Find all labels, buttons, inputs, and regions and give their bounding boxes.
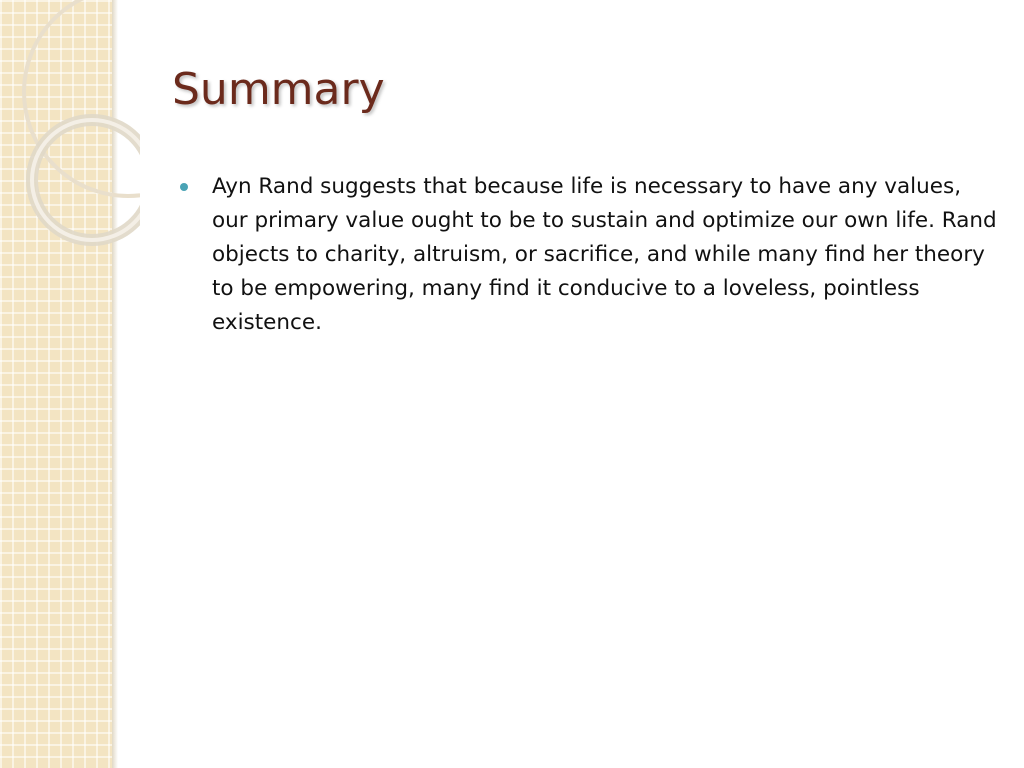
bullet-text: Ayn Rand suggests that because life is necessary to have any values, our primary value ought to be to sustain and optimize our own life. Rand objects to charity, altruism, or sacrifice, and while many find her theory to be empowering, many find it conducive to a loveless, pointless existence. xyxy=(212,174,997,335)
bullet-item xyxy=(178,170,998,340)
slide-content xyxy=(178,170,998,340)
slide-title: Summary xyxy=(172,64,385,115)
decorative-ring-large xyxy=(24,0,140,196)
bullet-list xyxy=(178,170,998,340)
decorative-ring-small-inner xyxy=(32,120,140,240)
decorative-rings xyxy=(0,0,140,260)
bullet-dot-icon xyxy=(180,183,188,191)
